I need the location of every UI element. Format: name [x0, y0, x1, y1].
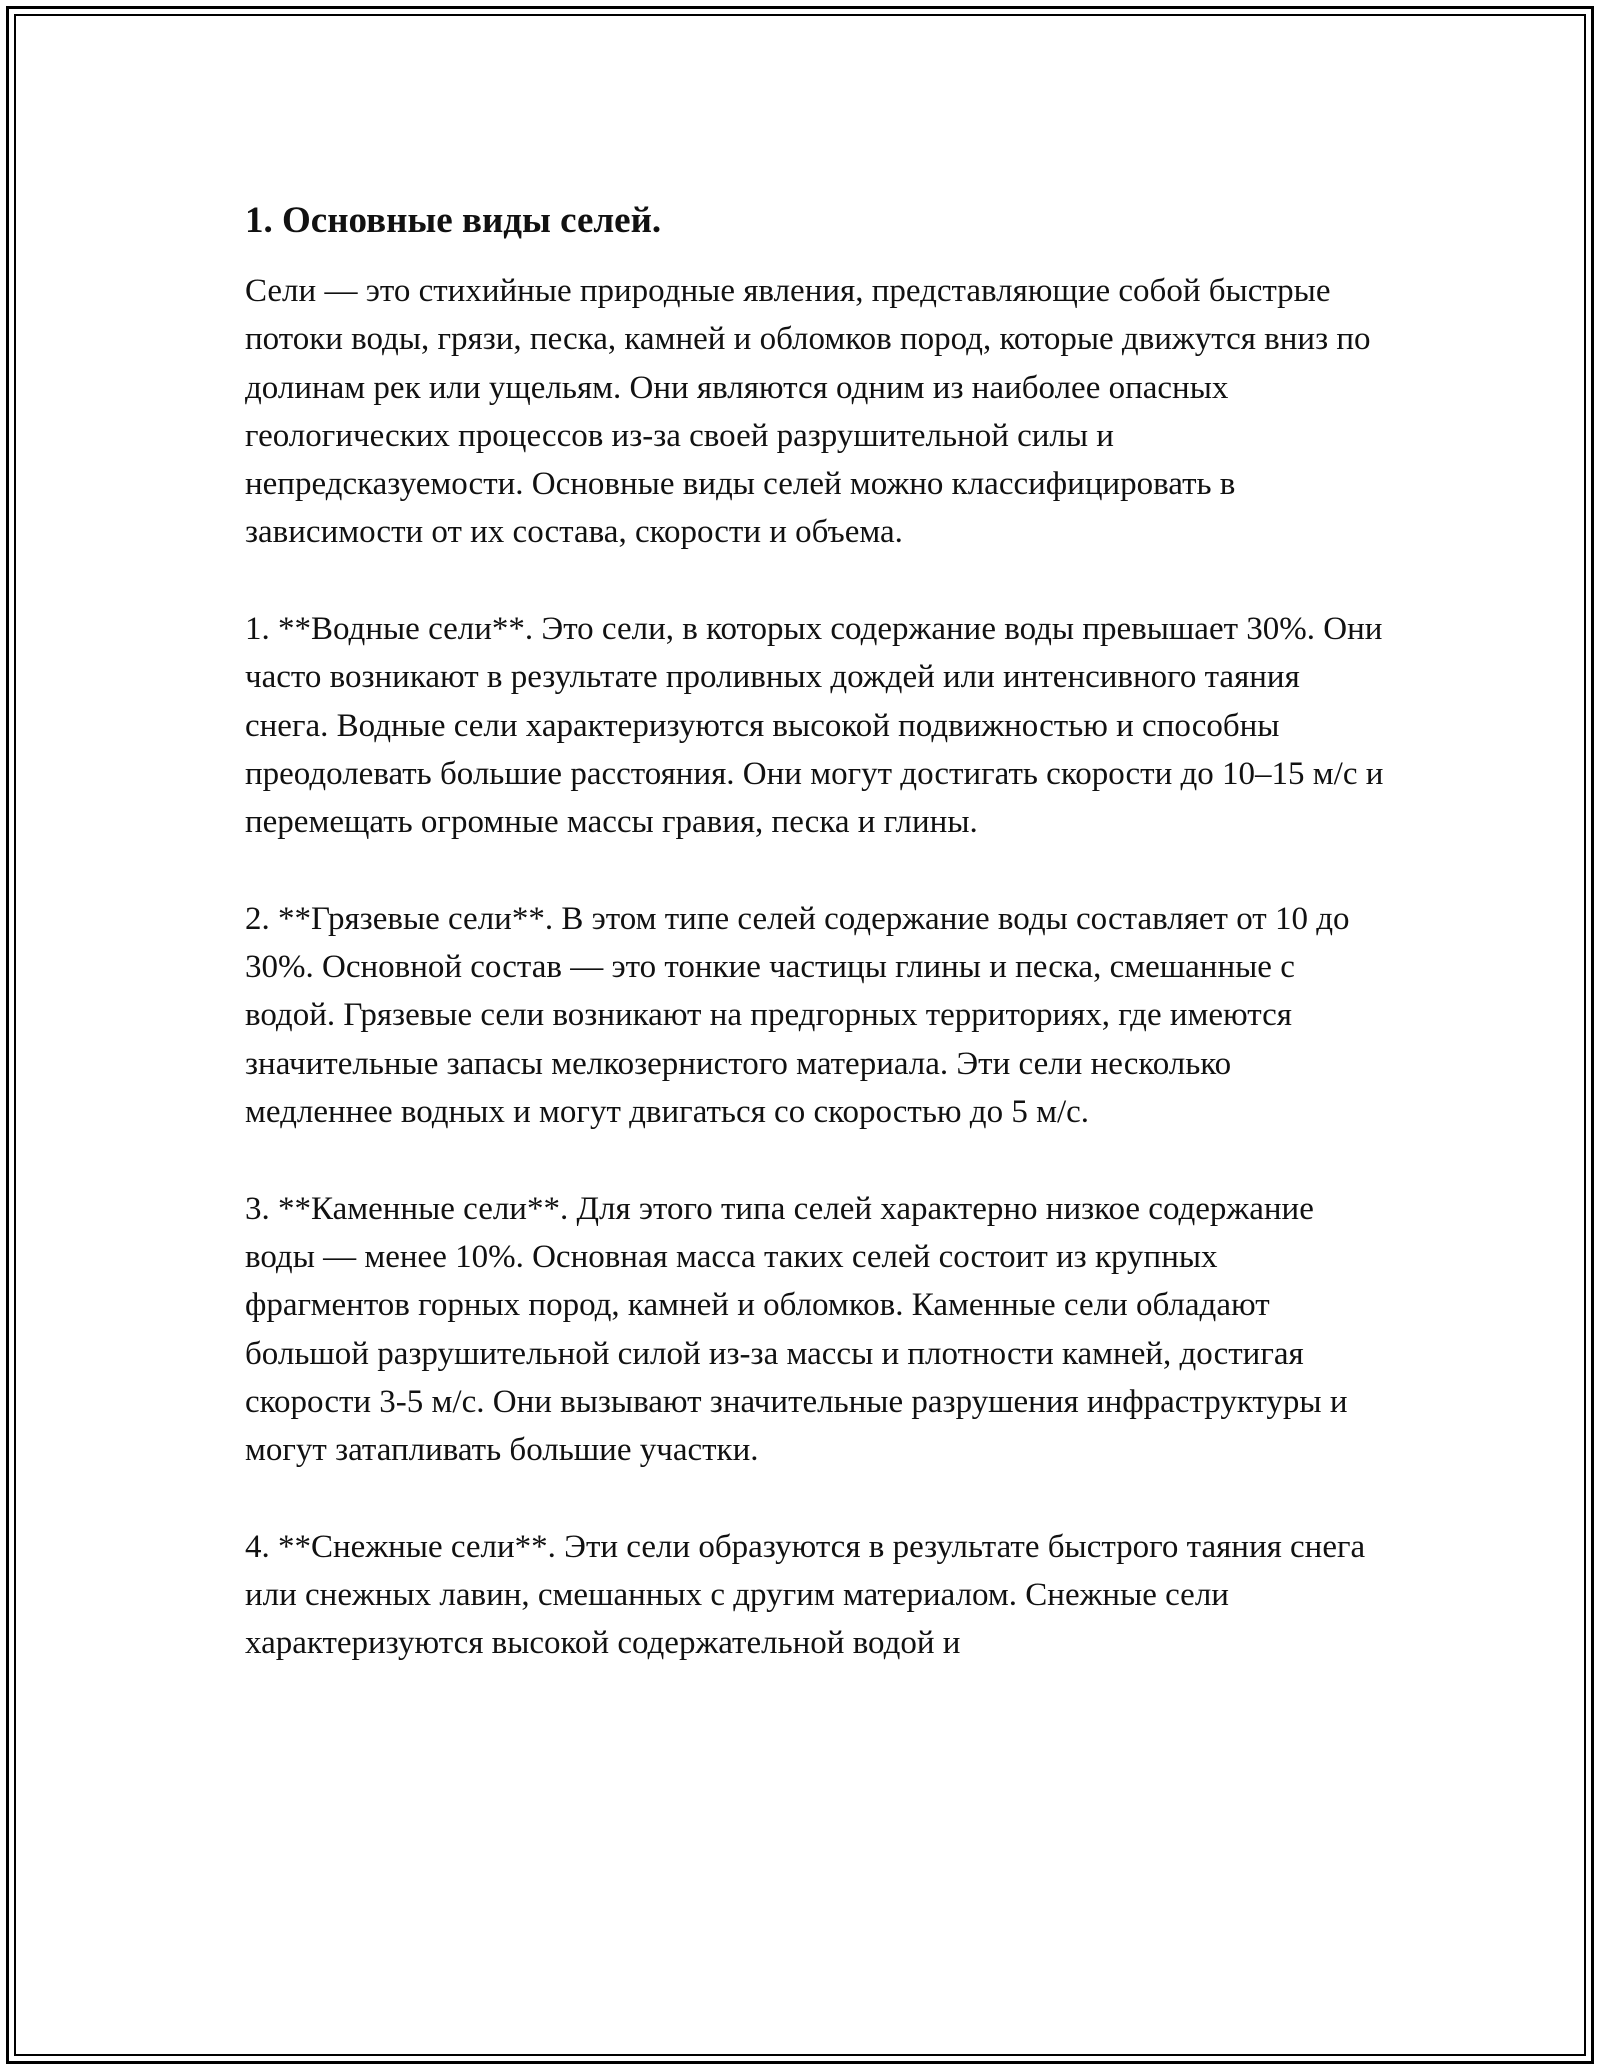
paragraph-snow-mudflows: 4. **Снежные сели**. Эти сели образуются в результате быстрого таяния снега или снежных лавин, смешанных с другим материалом. Снежные сели характеризуются высокой содержательной водой и — [245, 1528, 1366, 1662]
paragraph-water-mudflows: 1. **Водные сели**. Это сели, в которых содержание воды превышает 30%. Они часто возникают в результате проливных дождей или интенсивного таяния снега. Водные сели характеризуются высокой подвижностью и способны преодолевать большие расстояния. Они могут достигать скорости до 10–15 м/с и перемещать огромные массы гравия, песка и глины. — [245, 611, 1384, 841]
document-body — [245, 197, 1385, 1668]
paragraph-stone-mudflows: 3. **Каменные сели**. Для этого типа селей характерно низкое содержание воды — менее 10%. Основная масса таких селей состоит из крупных фрагментов горных пород, камней и обломков. Каменные сели обладают большой разрушительной силой из-за массы и плотности камней, достигая скорости 3-5 м/с. Они вызывают значительные разрушения инфраструктуры и могут затапливать большие участки. — [245, 1190, 1348, 1469]
section-heading: 1. Основные виды селей. — [245, 200, 662, 241]
paragraph-intro: Сели — это стихийные природные явления, представляющие собой быстрые потоки воды, грязи, песка, камней и обломков пород, которые движутся вниз по долинам рек или ущельям. Они являются одним из наиболее опасных геологических процессов из-за своей разрушительной силы и непредсказуемости. Основные виды селей можно классифицировать в зависимости от их состава, скорости и объема. — [245, 273, 1371, 551]
page-frame — [6, 6, 1594, 2064]
paragraph-mud-mudflows: 2. **Грязевые сели**. В этом типе селей содержание воды составляет от 10 до 30%. Основной состав — это тонкие частицы глины и песка, смешанные с водой. Грязевые сели возникают на предгорных территориях, где имеются значительные запасы мелкозернистого материала. Эти сели несколько медленнее водных и могут двигаться со скоростью до 5 м/с. — [245, 900, 1350, 1131]
